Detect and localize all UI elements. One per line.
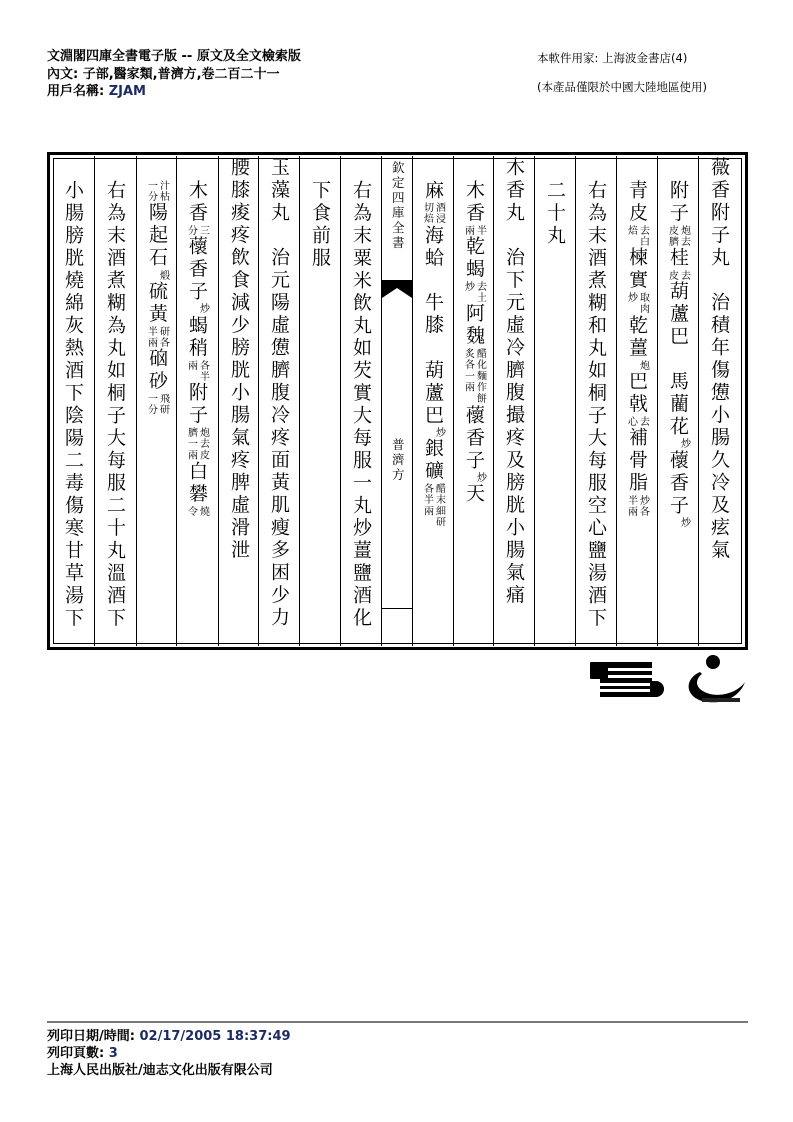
annotation-line: 臍一兩 bbox=[185, 427, 197, 461]
annotation bbox=[463, 348, 485, 404]
main-text: 蘹香子 bbox=[186, 235, 208, 304]
main-text: 麻 bbox=[422, 179, 444, 202]
annotation-line: 炮 bbox=[637, 359, 649, 371]
annotation bbox=[422, 483, 444, 528]
swoosh-logo-icon bbox=[689, 655, 745, 702]
annotation-line: 取肉 bbox=[637, 292, 649, 315]
text-column bbox=[176, 157, 217, 517]
text-column bbox=[575, 157, 616, 630]
publisher: 上海人民出版社/迪志文化出版有限公司 bbox=[47, 1063, 273, 1078]
annotation-line: 醋化麵作餅 bbox=[474, 348, 486, 405]
annotation-line: 心 bbox=[625, 415, 637, 427]
annotation bbox=[667, 517, 689, 528]
annotation bbox=[667, 270, 689, 281]
annotation-line: 各半兩 bbox=[421, 483, 433, 517]
pages-count: 3 bbox=[108, 1046, 118, 1061]
main-text: 附子 bbox=[186, 382, 208, 427]
annotation-line: 醋末細研 bbox=[433, 483, 445, 529]
annotation-line: 炮去皮 bbox=[197, 427, 209, 461]
annotation-line: 半 bbox=[474, 224, 486, 236]
main-text: 牛膝 bbox=[422, 292, 444, 337]
main-text: 乾蝎 bbox=[463, 235, 485, 281]
annotation bbox=[186, 427, 208, 461]
document-title: 文淵閣四庫全書電子版 -- 原文及全文檢索版 bbox=[47, 49, 301, 64]
annotation-line: 炒各 bbox=[637, 494, 649, 517]
annotation bbox=[186, 360, 208, 383]
annotation-line: 各半 bbox=[197, 359, 209, 382]
annotation-line: 一分 bbox=[145, 179, 157, 202]
annotation bbox=[146, 270, 168, 281]
margin-divider bbox=[382, 608, 412, 609]
annotation bbox=[463, 225, 485, 236]
text-column bbox=[698, 157, 739, 562]
user-line bbox=[47, 80, 146, 99]
main-text: 硇砂 bbox=[146, 348, 168, 394]
annotation-line: 研各 bbox=[157, 325, 169, 349]
annotation-line: 令 bbox=[185, 505, 197, 517]
annotation-line: 兩 bbox=[185, 359, 197, 371]
annotation-line bbox=[626, 360, 636, 371]
main-text: 阿魏 bbox=[463, 303, 485, 349]
licensee: 本軟件用家: 上海波金書店(4) bbox=[537, 51, 688, 65]
text-column bbox=[534, 157, 575, 247]
main-text: 巴戟 bbox=[626, 370, 648, 416]
text-column bbox=[299, 157, 340, 270]
main-text: 乾薑 bbox=[626, 314, 648, 360]
main-text: 右為末粟米飲丸如芡實大每服一丸炒薑鹽酒化 bbox=[350, 179, 372, 630]
annotation-line: 分 bbox=[185, 224, 197, 236]
annotation-line: 皮臍 bbox=[666, 224, 678, 247]
annotation bbox=[186, 506, 208, 517]
annotation bbox=[146, 180, 168, 203]
main-text: 木香丸 bbox=[503, 157, 525, 225]
text-column bbox=[258, 157, 299, 630]
publisher-logo bbox=[590, 652, 750, 716]
main-text: 木香 bbox=[463, 179, 485, 225]
annotation-line bbox=[422, 427, 432, 438]
annotation-line: 炮去 bbox=[678, 224, 690, 247]
annotation bbox=[626, 292, 648, 315]
main-text: 小腸膀胱燒綿灰熱酒下陰陽二毒傷寒甘草湯下 bbox=[62, 179, 84, 630]
text-column bbox=[94, 157, 135, 630]
user-label: 用戶名稱: bbox=[47, 84, 105, 99]
annotation bbox=[667, 225, 689, 248]
annotation bbox=[626, 360, 648, 371]
annotation-line bbox=[186, 303, 196, 314]
annotation-line bbox=[146, 270, 156, 281]
annotation-line: 焙 bbox=[625, 224, 637, 236]
user-name: ZJAM bbox=[108, 84, 146, 99]
margin-strip bbox=[382, 156, 412, 646]
main-text: 白礬 bbox=[186, 460, 208, 506]
annotation-line: 炒 bbox=[474, 472, 486, 484]
main-text: 右為末酒煮糊和丸如桐子大每服空心鹽湯酒下 bbox=[585, 179, 607, 630]
print-date: 02/17/2005 18:37:49 bbox=[139, 1029, 291, 1044]
annotation-line: 去 bbox=[637, 415, 649, 427]
annotation-line bbox=[463, 472, 473, 483]
annotation bbox=[626, 416, 648, 427]
annotation bbox=[626, 225, 648, 248]
margin-book-title: 普濟方 bbox=[390, 438, 406, 483]
main-text: 下食前服 bbox=[309, 179, 331, 270]
text-column bbox=[616, 157, 657, 517]
annotation-line: 炒 bbox=[462, 280, 474, 292]
annotation-line: 炒 bbox=[625, 292, 637, 304]
text-column bbox=[218, 157, 259, 562]
annotation-line: 去土 bbox=[474, 280, 486, 304]
main-text: 葫蘆巴 bbox=[667, 280, 689, 349]
annotation-line: 炒 bbox=[197, 303, 209, 315]
annotation-line bbox=[667, 517, 677, 528]
annotation-line: 皮 bbox=[666, 269, 678, 281]
text-column bbox=[453, 157, 494, 506]
annotation-line: 煅 bbox=[157, 269, 169, 281]
annotation-line: 炒 bbox=[678, 517, 690, 529]
main-text: 海蛤 bbox=[422, 224, 444, 270]
annotation-line: 一分 bbox=[145, 393, 157, 416]
main-text: 青皮 bbox=[626, 179, 648, 225]
text-column bbox=[412, 157, 453, 528]
annotation-line: 汁枯 bbox=[157, 179, 169, 202]
content-path: 內文: 子部,醫家類,普濟方,卷二百二十一 bbox=[47, 67, 280, 82]
annotation-line bbox=[667, 438, 677, 449]
main-text: 玉藻丸 bbox=[268, 157, 290, 225]
main-text: 治積年傷憊小腸久冷及痃氣 bbox=[708, 292, 730, 562]
text-column bbox=[340, 157, 381, 630]
annotation-line: 飛研 bbox=[157, 393, 169, 416]
footer-rule bbox=[47, 1021, 748, 1023]
print-date-label: 列印日期/時間: bbox=[47, 1029, 135, 1044]
text-column bbox=[52, 157, 93, 630]
main-text: 腰膝痠疼飲食減少膀胱小腸氣疼脾虛滑泄 bbox=[228, 157, 250, 562]
annotation-line: 半兩 bbox=[625, 494, 637, 517]
main-text: 二十丸 bbox=[544, 179, 566, 247]
annotation bbox=[146, 393, 168, 416]
annotation bbox=[422, 202, 444, 225]
books-logo-icon bbox=[590, 662, 664, 697]
annotation bbox=[463, 472, 485, 483]
main-text: 蘹香子 bbox=[667, 449, 689, 517]
annotation-line: 去白 bbox=[637, 224, 649, 247]
annotation-line: 酒浸 bbox=[433, 202, 445, 225]
annotation bbox=[186, 225, 208, 236]
main-text: 天 bbox=[463, 483, 485, 506]
pages-label: 列印頁數: bbox=[47, 1046, 105, 1061]
main-text: 蝎稍 bbox=[186, 314, 208, 360]
annotation-line: 兩 bbox=[462, 224, 474, 236]
annotation-line: 三 bbox=[197, 224, 209, 236]
annotation-line: 炒 bbox=[433, 427, 445, 439]
annotation-line: 燒 bbox=[197, 505, 209, 517]
main-text: 附子 bbox=[667, 179, 689, 225]
main-text: 葫蘆巴 bbox=[422, 359, 444, 427]
annotation-line: 半兩 bbox=[145, 325, 157, 349]
text-column bbox=[657, 157, 698, 528]
main-text: 木香 bbox=[186, 179, 208, 225]
main-text: 補骨脂 bbox=[626, 427, 648, 495]
main-text: 硫黃 bbox=[146, 280, 168, 326]
annotation bbox=[186, 303, 208, 314]
text-column bbox=[136, 157, 177, 416]
annotation-line: 炙各一兩 bbox=[462, 348, 474, 394]
main-text: 馬藺花 bbox=[667, 370, 689, 439]
main-text: 右為末酒煮糊為丸如桐子大每服二十丸溫酒下 bbox=[104, 179, 126, 630]
annotation bbox=[626, 495, 648, 518]
main-text: 銀礦 bbox=[422, 438, 444, 484]
main-text: 治下元虛冷臍腹撮疼及膀胱小腸氣痛 bbox=[503, 247, 525, 607]
annotation bbox=[667, 438, 689, 449]
main-text: 蘹香子 bbox=[463, 404, 485, 472]
main-text: 治元陽虛憊臍腹冷疼面黃肌瘦多困少力 bbox=[268, 247, 290, 630]
annotation bbox=[463, 281, 485, 304]
annotation-line: 去 bbox=[678, 269, 690, 281]
restriction-note: (本產品僅限於中國大陸地區使用) bbox=[537, 80, 707, 94]
text-column bbox=[493, 157, 534, 607]
main-text: 薇香附子丸 bbox=[708, 157, 730, 270]
main-text: 桂 bbox=[667, 247, 689, 270]
main-text: 陽起石 bbox=[146, 202, 168, 270]
margin-title: 欽定四庫全書 bbox=[390, 161, 406, 251]
annotation-line: 切焙 bbox=[421, 202, 433, 225]
annotation-line: 炒 bbox=[678, 438, 690, 450]
main-text: 楝實 bbox=[626, 247, 648, 292]
fishtail-mark bbox=[382, 280, 412, 298]
annotation bbox=[146, 326, 168, 349]
annotation bbox=[422, 427, 444, 438]
